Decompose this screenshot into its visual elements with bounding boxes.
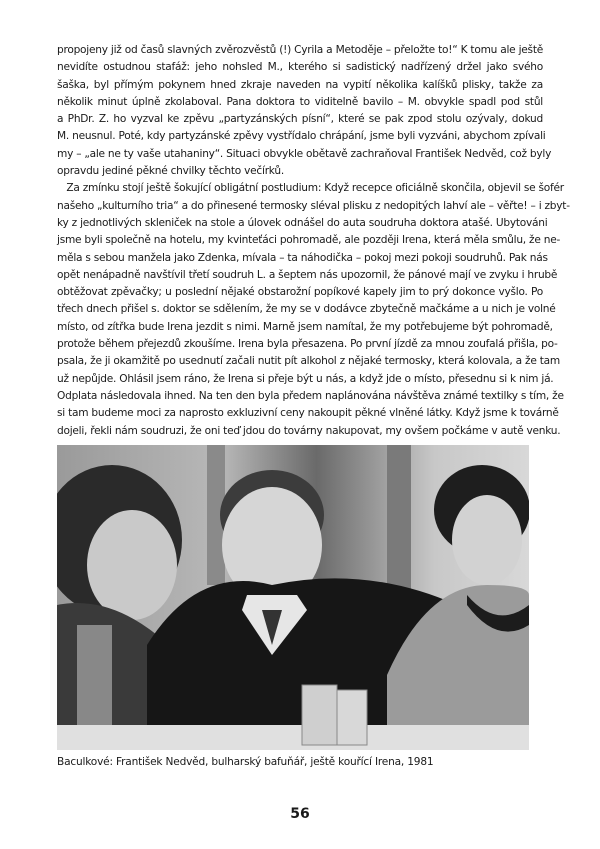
text-line: obtěžovat zpěvačky; u poslední nějaké obstarožní popíkové kapely jim to prý dokonce vyšlo. Po — [57, 286, 543, 299]
text-line: už nepůjde. Ohlásil jsem ráno, že Irena si přeje být u nás, a když jde o místo, přesednu si k nim já. — [57, 372, 554, 385]
text-line: nevidíte ostudnou stafáž: jeho nohsled M., kterého si sadistický nadřízený držel jako svého — [57, 61, 543, 74]
page-number: 56 — [290, 806, 310, 822]
text-line: několik minut úplně zkolaboval. Pana doktora to viditelně bavilo – M. obvykle spadl pod stůl — [57, 95, 543, 108]
text-line: třech dnech přišel s. doktor se sdělením, že my se v dodávce zbytečně mačkáme a u nich je volné — [57, 303, 556, 316]
text-line: si tam budeme moci za naprosto exkluzivní ceny nakoupit pěkné vlněné látky. Když jsme k továrně — [57, 407, 559, 420]
text-line: jsme byli společně na hotelu, my kvinteťáci pohromadě, ale později Irena, která měla smůlu, že ne- — [57, 234, 561, 247]
paragraph — [57, 42, 552, 180]
text-line: psala, že ji okamžitě po usednutí začali nutit pít alkohol z nějaké termosky, která kolovala, a že tam — [57, 355, 560, 368]
figure-caption: Baculkové: František Nedvěd, bulharský bafuňář, ještě kouřící Irena, 1981 — [57, 756, 434, 768]
text-line: našeho „kulturního tria“ a do přinesené termosky sléval plisku z nedopitých lahví ale – věřte! – i zbyt- — [57, 199, 570, 212]
text-line: Za zmínku stojí ještě šokující obligátní postludium: Když recepce oficiálně skončila, objevil se šofér — [57, 182, 564, 195]
photograph — [57, 445, 529, 750]
body-text — [57, 42, 570, 440]
text-line: my – „ale ne ty vaše utahaniny“. Situaci obvykle obětavě zachraňoval František Nedvěd, což byly — [57, 147, 552, 160]
text-line: šaška, byl přímým pokynem hned zkraje naveden na vypití několika kalíšků plisky, takže za — [57, 78, 543, 91]
text-line: opravdu jediné pěkné chvilky těchto večírků. — [57, 165, 284, 178]
text-line: protože během přejezdů zkoušíme. Irena byla přesazena. Po první jízdě za mnou zoufalá přišla, po- — [57, 338, 558, 351]
paragraph — [57, 180, 570, 439]
text-line: opět nenápadně navštívil třetí soudruh L. a šeptem nás upozornil, že pánové mají ve zvyku i hrubě — [57, 268, 558, 281]
text-line: ky z jednotlivých skleniček na stole a úlovek odnášel do auta soudruha doktora atašé. Ubytováni — [57, 216, 548, 229]
text-line: M. neusnul. Poté, kdy partyzánské zpěvy vystřídalo chrápání, jsme byli vyzváni, abychom zpívali — [57, 130, 546, 143]
text-line: a PhDr. Z. ho vyzval ke zpěvu „partyzánských písní“, které se pak zpod stolu ozývaly, dokud — [57, 113, 543, 126]
text-line: propojeny již od časů slavných zvěrozvěstů (!) Cyrila a Metoděje – přeložte to!“ K tomu ale ještě — [57, 44, 543, 56]
text-line: místo, od zítřka bude Irena jezdit s nimi. Marně jsem namítal, že my potřebujeme být pohromadě, — [57, 320, 553, 333]
photo-illustration — [57, 445, 529, 750]
text-line: dojeli, řekli nám soudruzi, že oni teď jdou do továrny nakupovat, my ovšem počkáme v autě venku. — [57, 424, 561, 437]
text-line: měla s sebou manžela jako Zdenka, mívala – ta náhodička – pokoj mezi pokoji soudruhů. Pak nás — [57, 251, 548, 264]
text-line: Odplata následovala ihned. Na ten den byla předem naplánována návštěva známé textilky s tím, že — [57, 389, 564, 402]
